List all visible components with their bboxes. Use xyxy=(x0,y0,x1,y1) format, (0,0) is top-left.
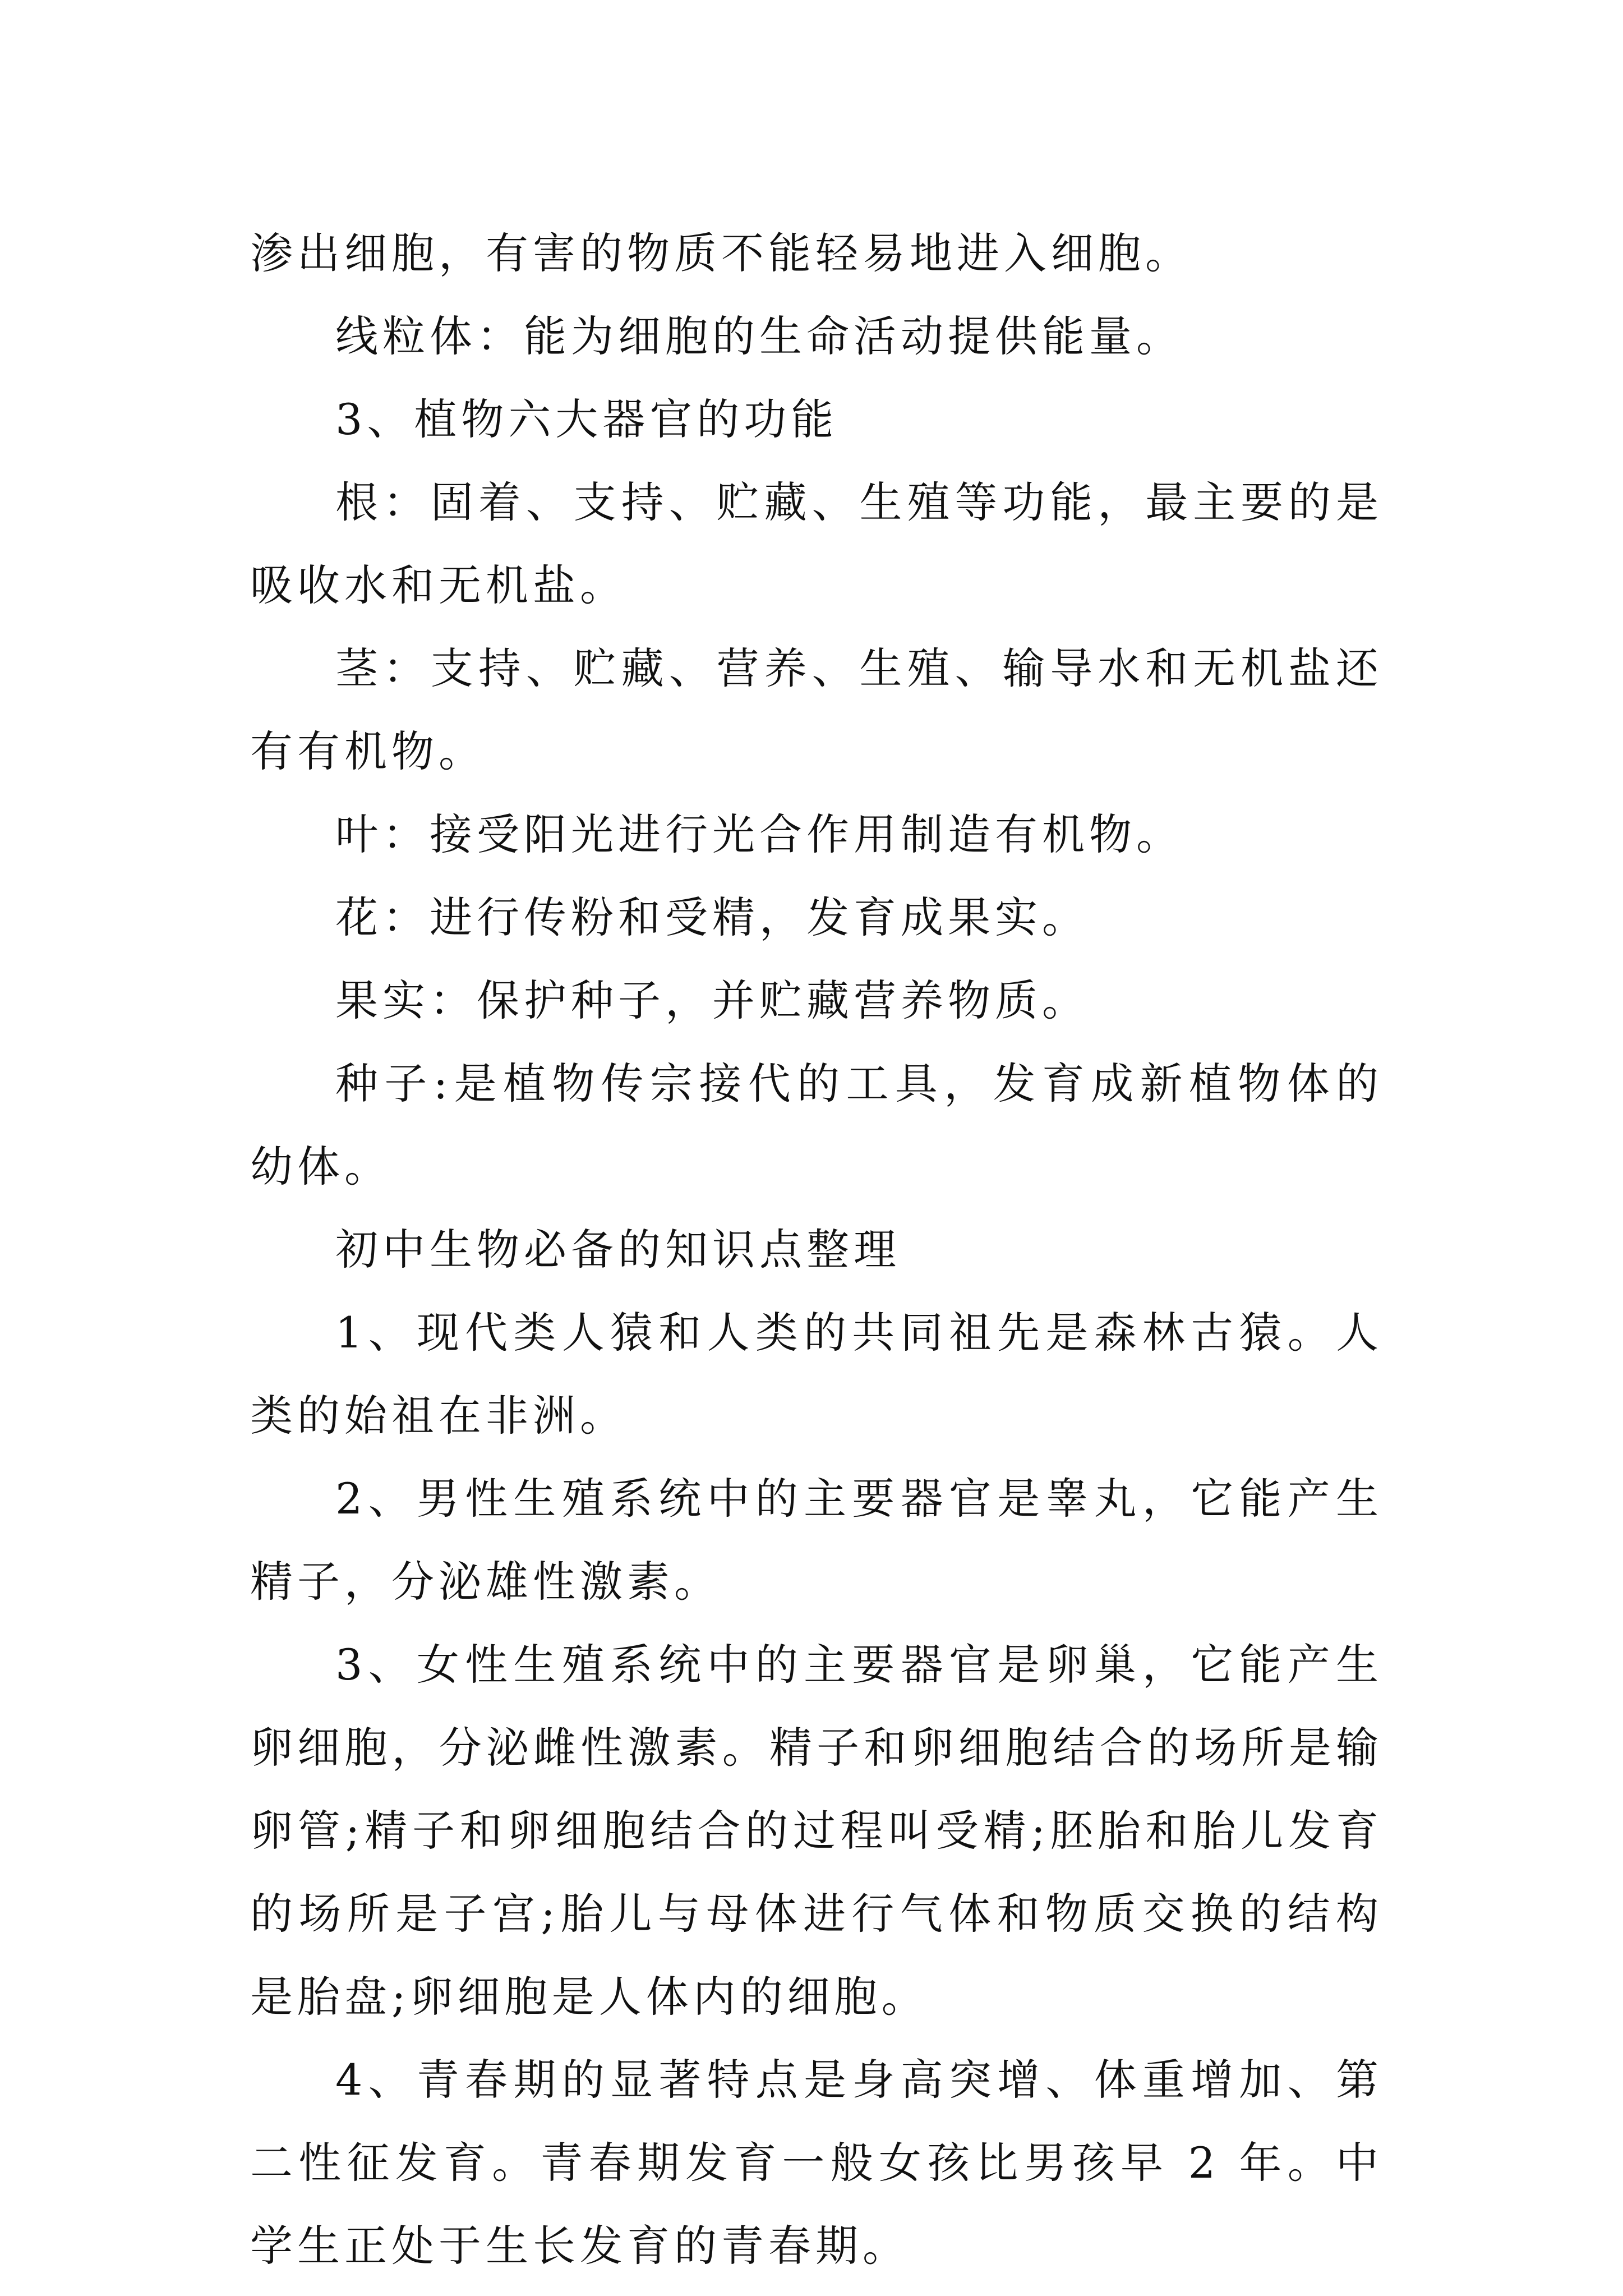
paragraph-point-4: 4、青春期的显著特点是身高突增、体重增加、第二性征发育。青春期发育一般女孩比男孩早 2 年。中学生正处于生长发育的青春期。 xyxy=(250,2055,1383,2271)
paragraph-fruit: 果实：保护种子，并贮藏营养物质。 xyxy=(335,976,1089,1025)
paragraph-leaf: 叶：接受阳光进行光合作用制造有机物。 xyxy=(335,809,1183,859)
section-heading-plant-organs: 3、植物六大器官的功能 xyxy=(335,394,838,444)
document-body xyxy=(250,212,1383,2288)
section-heading-knowledge: 初中生物必备的知识点整理 xyxy=(335,1225,901,1274)
paragraph-flower: 花：进行传粉和受精，发育成果实。 xyxy=(335,892,1089,942)
paragraph-point-3: 3、女性生殖系统中的主要器官是卵巢，它能产生卵细胞，分泌雌性激素。精子和卵细胞结合的场所是输卵管;精子和卵细胞结合的过程叫受精;胚胎和胎儿发育的场所是子宫;胎儿与母体进行气体和物质交换的结构是胎盘;卵细胞是人体内的细胞。 xyxy=(250,1640,1383,2022)
paragraph-stem: 茎：支持、贮藏、营养、生殖、输导水和无机盐还有有机物。 xyxy=(250,643,1383,776)
paragraph-point-1: 1、现代类人猿和人类的共同祖先是森林古猿。人类的始祖在非洲。 xyxy=(250,1308,1383,1441)
paragraph-seed: 种子:是植物传宗接代的工具，发育成新植物体的幼体。 xyxy=(250,1059,1383,1191)
paragraph-root: 根：固着、支持、贮藏、生殖等功能，最主要的是吸收水和无机盐。 xyxy=(250,477,1383,610)
paragraph-point-2: 2、男性生殖系统中的主要器官是睾丸，它能产生精子，分泌雄性激素。 xyxy=(250,1474,1383,1607)
paragraph-mitochondria: 线粒体：能为细胞的生命活动提供能量。 xyxy=(335,311,1183,361)
paragraph-continuation: 渗出细胞，有害的物质不能轻易地进入细胞。 xyxy=(250,228,1192,278)
